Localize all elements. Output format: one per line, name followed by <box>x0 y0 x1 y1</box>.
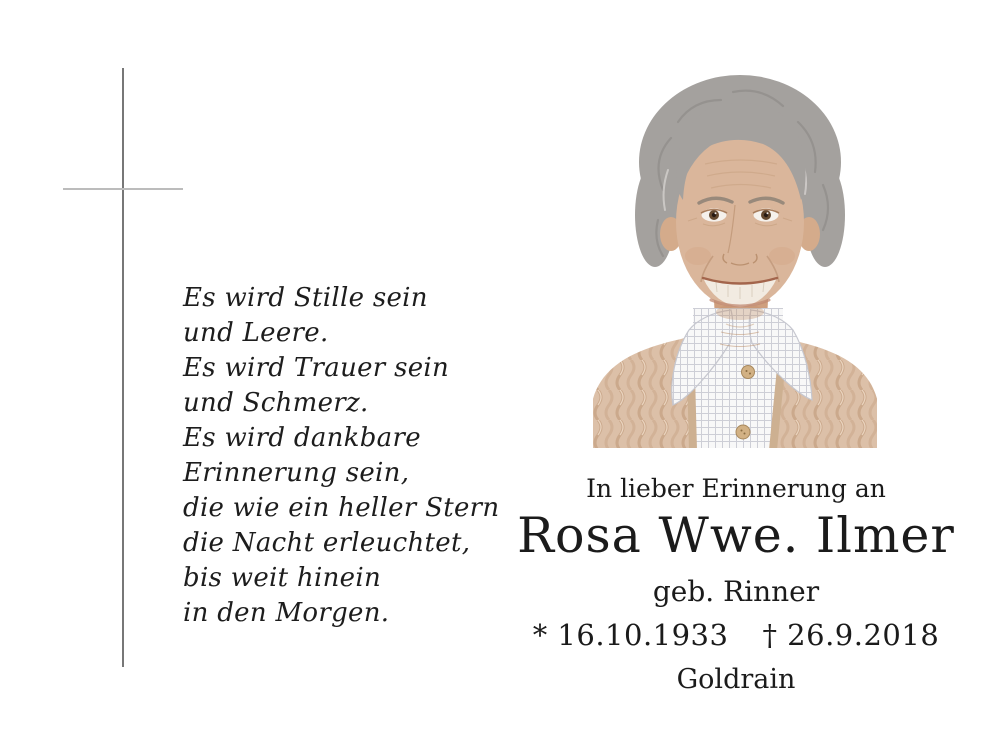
poem-line: bis weit hinein <box>183 563 381 593</box>
intro-text: In lieber Erinnerung an <box>586 474 886 503</box>
poem-line: Erinnerung sein, <box>183 458 410 488</box>
inscription-column <box>500 0 972 737</box>
poem-line: die Nacht erleuchtet, <box>183 528 471 558</box>
poem-line: Es wird dankbare <box>183 423 421 453</box>
poem-line: und Leere. <box>183 318 329 348</box>
birth-date: * 16.10.1933 <box>532 618 729 652</box>
poem-line: die wie ein heller Stern <box>183 493 500 523</box>
memorial-poem <box>183 281 499 631</box>
poem-line: und Schmerz. <box>183 388 369 418</box>
cross-vertical-line <box>122 68 124 667</box>
poem-line: Es wird Trauer sein <box>183 353 450 383</box>
deceased-name: Rosa Wwe. Ilmer <box>517 507 955 564</box>
cross-horizontal-line <box>63 188 183 190</box>
poem-line: Es wird Stille sein <box>183 283 428 313</box>
death-date: † 26.9.2018 <box>762 618 940 652</box>
maiden-name: geb. Rinner <box>652 575 820 608</box>
place-name: Goldrain <box>676 664 796 695</box>
poem-line: in den Morgen. <box>183 598 390 628</box>
life-dates <box>500 617 972 653</box>
